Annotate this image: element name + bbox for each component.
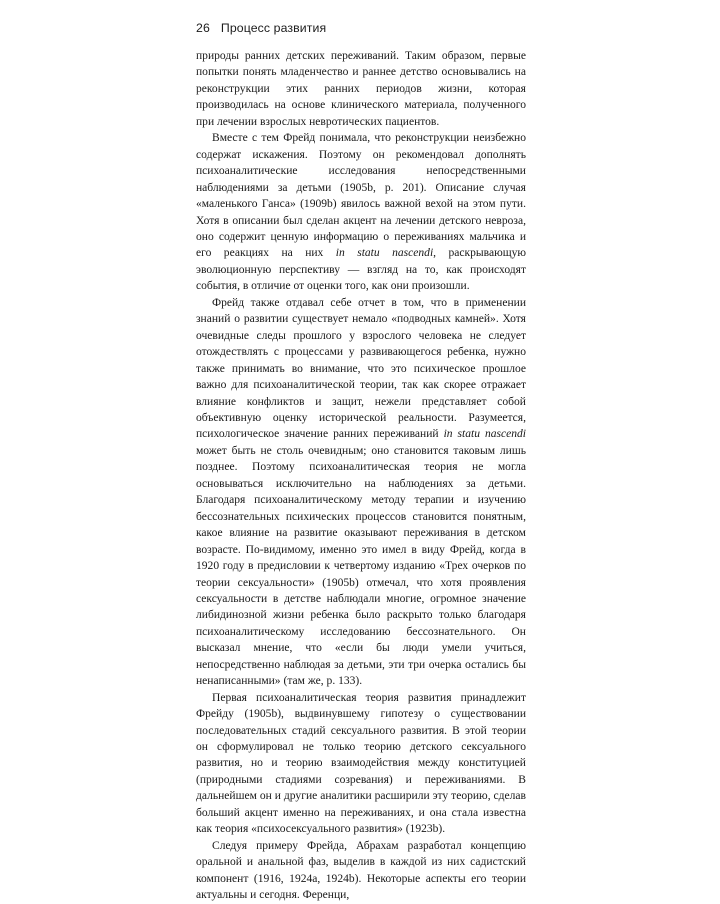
paragraph — [196, 130, 526, 295]
text-run: Первая психоаналитическая теория развития принадлежит Фрейду (1905b), выдвинувшему гипотезу о существовании последовательных стадий сексуального развития. В этой теории он сформулировал не только теорию детского сексуального развития, но и теорию взаимодействия между конституцией (природными стадиями созревания) и переживаниями. В дальнейшем он и другие аналитики расширили эту теорию, сделав больший акцент именно на переживаниях, и она стала известна как теория «психосексуального развития» (1923b). — [196, 691, 526, 836]
text-run: , раскрывающую эволюционную перспективу — взгляд на то, как происходят события, в отличие от оценки того, как они произошли. — [196, 247, 526, 293]
text-run: Следуя примеру Фрейда, Абрахам разработал концепцию оральной и анальной фаз, выделив в каждой из них садистский компонент (1916, 1924a, 1924b). Некоторые аспекты его теории актуальны и сегодня. Ференци, — [196, 839, 526, 902]
italic-phrase: in statu nascendi — [443, 428, 526, 441]
paragraph — [196, 48, 526, 130]
text-run: может быть не столь очевидным; оно становится таковым лишь позднее. Поэтому психоаналитическая теория не могла основываться исключительно на наблюдениях за детьми. Благодаря психоаналитическому методу терапии и изучению бессознательных психических процессов становится понятным, какое влияние на развитие оказывают переживания в детском возрасте. По-видимому, именно это имел в виду Фрейд, когда в 1920 году в предисловии к четвертому изданию «Трех очерков по теории сексуальности» (1905b) отмечал, что хотя проявления сексуальности в детстве наблюдали многие, огромное значение либидинозной жизни ребенка было раскрыто только благодаря психоаналитическому исследованию бессознательного. Он высказал мнение, что «если бы люди умели учиться, непосредственно наблюдая за детьми, эти три очерка остались бы ненаписанными» (там же, p. 133). — [196, 444, 526, 688]
paragraph — [196, 690, 526, 838]
text-run: Фрейд также отдавал себе отчет в том, что в применении знаний о развитии существует немало «подводных камней». Хотя очевидные следы прошлого у взрослого человека не следует отождествлять с процессами у развивающегося ребенка, нужно также принимать во внимание, что это психическое прошлое важно для психоаналитической теории, так как скорее отражает влияние конфликтов и защит, нежели представляет собой объективную оценку исторической реальности. Разумеется, психологическое значение ранних переживаний — [196, 296, 526, 441]
text-run: природы ранних детских переживаний. Таким образом, первые попытки понять младенчество и раннее детство основывались на реконструкции этих ранних периодов жизни, которая производилась на основе клинического материала, полученного при лечении взрослых невротических пациентов. — [196, 50, 526, 128]
paragraph — [196, 295, 526, 690]
running-head — [196, 22, 576, 34]
text-run: Вместе с тем Фрейд понимала, что реконструкции неизбежно содержат искажения. Поэтому он рекомендовал дополнять психоаналитические исследования непосредственными наблюдениями за детьми (1905b, p. 201). Описание случая «маленького Ганса» (1909b) явилось важной вехой на этом пути. Хотя в описании был сделан акцент на лечении детского невроза, оно содержит ценную информацию о переживаниях мальчика и его реакциях на них — [196, 132, 526, 260]
italic-phrase: in statu nascendi — [335, 247, 434, 260]
paragraph — [196, 838, 526, 904]
body-text-block — [196, 48, 526, 904]
running-title: Процесс развития — [220, 21, 327, 35]
page-number: 26 — [196, 21, 210, 35]
